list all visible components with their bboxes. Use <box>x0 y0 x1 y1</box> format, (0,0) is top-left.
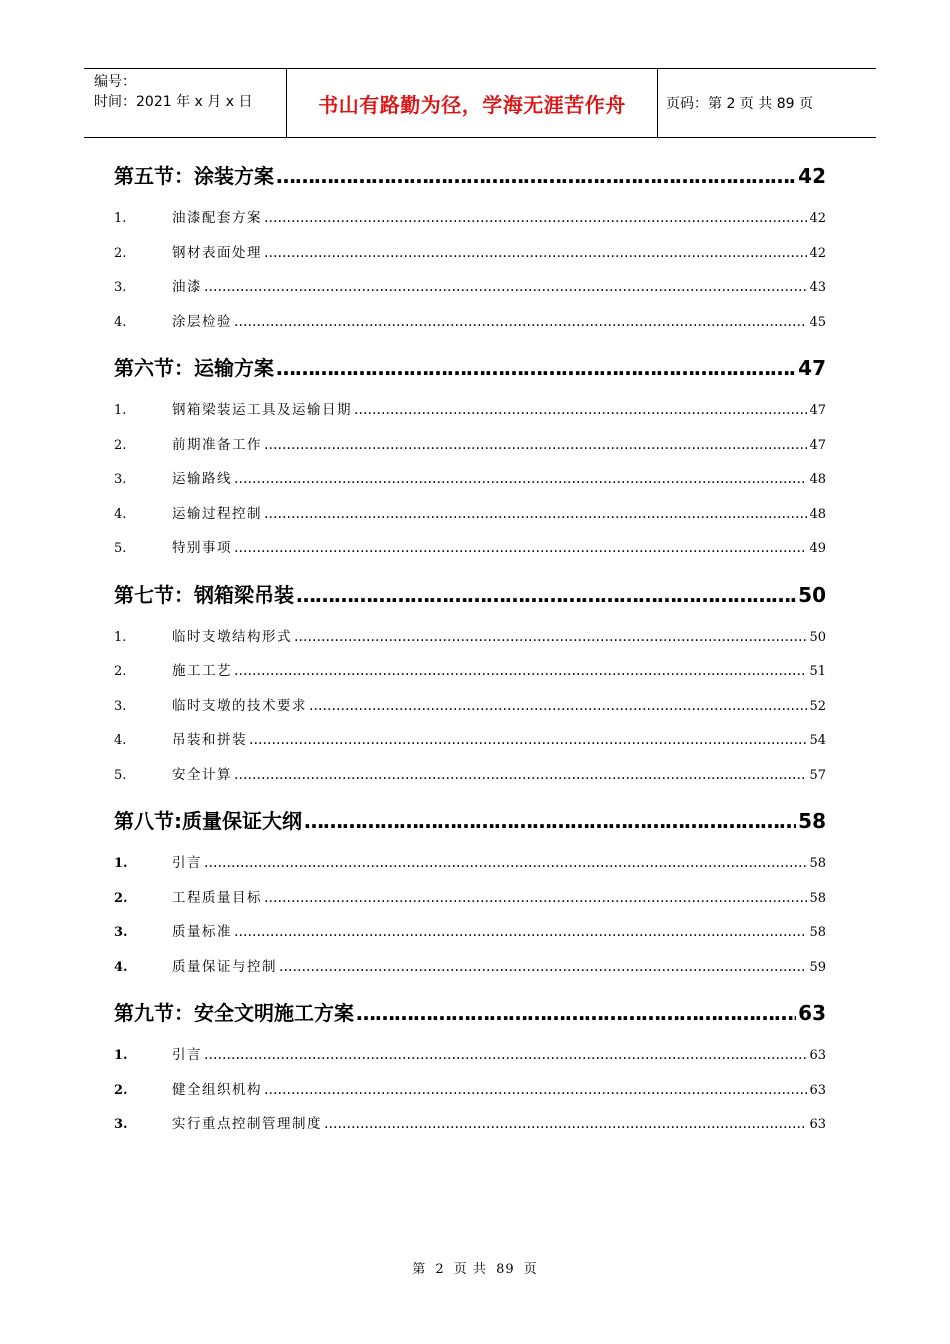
toc-section[interactable] <box>114 997 826 1037</box>
toc-item-title: 临时支墩的技术要求 <box>172 697 307 714</box>
dot-leader <box>234 924 807 940</box>
toc-item[interactable] <box>114 728 826 763</box>
toc-item-title: 钢箱梁装运工具及运输日期 <box>172 402 352 418</box>
toc-item-number: 4. <box>114 506 127 522</box>
toc-section-page: 50 <box>798 582 826 607</box>
toc-item-title: 特别事项 <box>172 540 232 556</box>
toc-item-title: 运输过程控制 <box>172 505 262 522</box>
toc-item[interactable] <box>114 1078 826 1113</box>
page-header <box>84 68 876 138</box>
toc-item-number: 2. <box>114 890 128 906</box>
toc-section[interactable] <box>114 579 826 619</box>
toc-item-title: 油漆配套方案 <box>172 210 262 226</box>
toc-item-title: 工程质量目标 <box>172 889 262 906</box>
toc-item-page: 63 <box>809 1048 826 1063</box>
toc-item[interactable] <box>114 1112 826 1147</box>
toc-section-title: 第五节：涂装方案 <box>114 164 274 188</box>
toc-item-page: 63 <box>809 1082 826 1098</box>
toc-item-number: 1. <box>114 1048 128 1063</box>
toc-section-page: 58 <box>798 809 826 833</box>
toc-item-number: 1. <box>114 403 127 418</box>
toc-item-page: 52 <box>809 698 826 714</box>
document-time-label: 时间：2021 年 x 月 x 日 <box>94 94 253 110</box>
toc-item[interactable] <box>114 433 826 468</box>
toc-item-number: 3. <box>114 698 127 714</box>
toc-item-page: 58 <box>809 890 826 906</box>
toc-item-page: 42 <box>809 211 826 226</box>
toc-item-title: 涂层检验 <box>172 313 232 330</box>
toc-section-title: 第九节：安全文明施工方案 <box>114 1001 354 1025</box>
dot-leader <box>204 279 807 295</box>
toc-item-number: 4. <box>114 733 127 748</box>
dot-leader <box>264 1082 807 1098</box>
dot-leader <box>234 314 807 330</box>
toc-item-number: 2. <box>114 664 127 679</box>
header-page-label: 页码：第 2 页 共 89 页 <box>666 96 813 112</box>
toc-item-number: 5. <box>114 767 127 783</box>
toc-item-page: 49 <box>809 541 826 556</box>
footer-mid: 页 共 <box>453 1262 487 1277</box>
dot-leader <box>264 506 807 522</box>
toc-item[interactable] <box>114 694 826 729</box>
dot-leader <box>304 809 796 833</box>
dot-leader <box>296 583 796 607</box>
toc-item[interactable] <box>114 398 826 433</box>
dot-leader <box>276 164 796 188</box>
dot-leader <box>234 471 807 487</box>
toc-section-title: 第八节:质量保证大纲 <box>114 809 302 833</box>
dot-leader <box>354 402 807 418</box>
toc-item[interactable] <box>114 241 826 276</box>
toc-item[interactable] <box>114 310 826 345</box>
toc-item[interactable] <box>114 1043 826 1078</box>
toc-item-page: 57 <box>809 767 826 783</box>
toc-item-number: 2. <box>114 245 127 261</box>
toc-item[interactable] <box>114 536 826 571</box>
toc-item[interactable] <box>114 955 826 990</box>
toc-item[interactable] <box>114 659 826 694</box>
dot-leader <box>264 890 807 906</box>
dot-leader <box>279 959 807 975</box>
toc-item-number: 1. <box>114 629 127 645</box>
toc-item-title: 质量标准 <box>172 924 232 940</box>
document-number-label: 编号： <box>94 74 136 90</box>
toc-item-page: 58 <box>809 925 826 940</box>
dot-leader <box>234 663 807 679</box>
toc-item[interactable] <box>114 275 826 310</box>
dot-leader <box>249 732 807 748</box>
toc-item[interactable] <box>114 467 826 502</box>
toc-item-number: 1. <box>114 856 128 871</box>
toc-item-title: 引言 <box>172 855 202 871</box>
toc-item-number: 3. <box>114 1117 128 1132</box>
toc-item-number: 4. <box>114 314 127 330</box>
toc-item-number: 2. <box>114 437 127 453</box>
toc-item-number: 3. <box>114 925 128 940</box>
toc-item-title: 钢材表面处理 <box>172 244 262 261</box>
toc-item-page: 58 <box>809 856 826 871</box>
toc-item[interactable] <box>114 763 826 798</box>
toc-item-page: 48 <box>809 506 826 522</box>
toc-item-title: 吊装和拼装 <box>172 732 247 748</box>
dot-leader <box>294 629 807 645</box>
toc-item[interactable] <box>114 206 826 241</box>
dot-leader <box>264 245 807 261</box>
dot-leader <box>204 855 807 871</box>
toc-item-title: 健全组织机构 <box>172 1081 262 1098</box>
toc-item-number: 2. <box>114 1082 128 1098</box>
toc-item-number: 1. <box>114 211 127 226</box>
toc-item-page: 42 <box>809 245 826 261</box>
toc-item-title: 质量保证与控制 <box>172 958 277 975</box>
toc-item-title: 引言 <box>172 1047 202 1063</box>
footer-suffix: 页 <box>523 1262 538 1277</box>
toc-section[interactable] <box>114 805 826 845</box>
toc-item[interactable] <box>114 502 826 537</box>
toc-item-title: 前期准备工作 <box>172 436 262 453</box>
toc-item-page: 50 <box>809 629 826 645</box>
toc-item-page: 59 <box>809 959 826 975</box>
toc-item-title: 油漆 <box>172 279 202 295</box>
toc-item-page: 47 <box>809 437 826 453</box>
toc-item[interactable] <box>114 920 826 955</box>
dot-leader <box>234 767 807 783</box>
toc-item-page: 48 <box>809 472 826 487</box>
table-of-contents <box>114 160 826 1147</box>
toc-item-page: 63 <box>809 1117 826 1132</box>
toc-section-page: 47 <box>798 356 826 380</box>
dot-leader <box>276 356 796 380</box>
page-footer <box>0 1258 950 1277</box>
toc-item-title: 施工工艺 <box>172 663 232 679</box>
dot-leader <box>324 1116 807 1132</box>
toc-item[interactable] <box>114 625 826 660</box>
dot-leader <box>264 437 807 453</box>
toc-item-page: 47 <box>809 403 826 418</box>
toc-item-title: 运输路线 <box>172 471 232 487</box>
toc-item-number: 5. <box>114 541 127 556</box>
toc-item-page: 43 <box>809 280 826 295</box>
toc-item[interactable] <box>114 851 826 886</box>
footer-total-pages: 89 <box>496 1262 515 1277</box>
toc-item-page: 54 <box>809 733 826 748</box>
toc-item[interactable] <box>114 886 826 921</box>
toc-item-title: 实行重点控制管理制度 <box>172 1116 322 1132</box>
toc-item-page: 45 <box>809 314 826 330</box>
toc-item-number: 4. <box>114 959 128 975</box>
toc-item-number: 3. <box>114 280 127 295</box>
toc-section-page: 63 <box>798 1001 826 1025</box>
toc-item-number: 3. <box>114 472 127 487</box>
toc-section[interactable] <box>114 352 826 392</box>
toc-section-title: 第七节：钢箱梁吊装 <box>114 582 294 607</box>
footer-page-number: 2 <box>435 1262 445 1277</box>
dot-leader <box>309 698 807 714</box>
header-meta <box>84 69 286 137</box>
header-motto: 书山有路勤为径，学海无涯苦作舟 <box>286 69 658 137</box>
toc-section[interactable] <box>114 160 826 200</box>
dot-leader <box>234 540 807 556</box>
toc-section-title: 第六节：运输方案 <box>114 356 274 380</box>
dot-leader <box>204 1047 807 1063</box>
toc-item-page: 51 <box>809 664 826 679</box>
dot-leader <box>264 210 807 226</box>
toc-section-page: 42 <box>798 164 826 188</box>
dot-leader <box>356 1001 796 1025</box>
toc-item-title: 安全计算 <box>172 766 232 783</box>
footer-prefix: 第 <box>412 1262 427 1277</box>
toc-item-title: 临时支墩结构形式 <box>172 628 292 645</box>
